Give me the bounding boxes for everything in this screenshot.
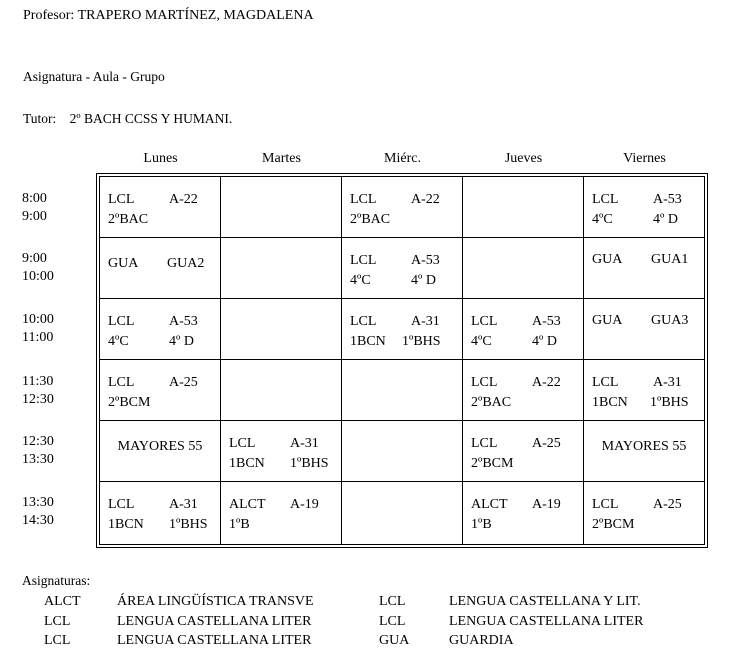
day-header-3: Jueves <box>504 151 543 166</box>
subject-code: LCL <box>471 314 498 329</box>
subject-code: MAYORES 55 <box>117 439 203 454</box>
subject-code: ALCT <box>229 497 266 512</box>
subject-code: GUA <box>592 313 623 328</box>
schedule-cell <box>221 482 342 544</box>
time-end: 11:00 <box>22 330 54 345</box>
group-code-2: 1ºBHS <box>290 456 329 471</box>
legend-name: GUARDIA <box>449 633 514 648</box>
subject-code: GUA <box>592 252 623 267</box>
day-header-1: Martes <box>262 151 301 166</box>
schedule-cell-empty <box>221 177 342 238</box>
schedule-cell <box>584 238 704 299</box>
group-code: 2ºBAC <box>471 395 512 410</box>
profesor-heading: Profesor: TRAPERO MARTÍNEZ, MAGDALENA <box>23 8 314 23</box>
group-code-2: 1ºBHS <box>402 334 441 349</box>
schedule-cell <box>100 238 221 299</box>
subject-code: LCL <box>592 192 619 207</box>
room-code: A-31 <box>290 436 319 451</box>
room-code: A-31 <box>411 314 440 329</box>
time-start: 13:30 <box>22 495 54 510</box>
time-end: 9:00 <box>22 209 47 224</box>
legend-code: GUA <box>379 633 410 648</box>
schedule-cell <box>584 360 704 421</box>
group-code: 4ºC <box>350 273 371 288</box>
legend-code: LCL <box>44 633 71 648</box>
subject-code: LCL <box>350 253 377 268</box>
legend-code: ALCT <box>44 594 81 609</box>
group-code-2: 4º D <box>532 334 557 349</box>
subject-code: GUA <box>108 256 139 271</box>
subject-code: LCL <box>108 192 135 207</box>
schedule-cell <box>100 177 221 238</box>
schedule-cell <box>584 299 704 360</box>
subject-code: LCL <box>350 314 377 329</box>
subject-code: LCL <box>108 497 135 512</box>
schedule-cell <box>584 421 704 482</box>
legend-name: LENGUA CASTELLANA LITER <box>449 614 644 629</box>
subject-code: MAYORES 55 <box>601 439 687 454</box>
schedule-cell <box>342 177 463 238</box>
subject-code: LCL <box>108 375 135 390</box>
time-slot-5 <box>22 494 54 530</box>
schedule-cell-empty <box>463 238 584 299</box>
room-code: A-25 <box>653 497 682 512</box>
time-start: 12:30 <box>22 434 54 449</box>
subject-code: LCL <box>592 375 619 390</box>
time-end: 14:30 <box>22 513 54 528</box>
room-code: A-25 <box>532 436 561 451</box>
legend-title: Asignaturas: <box>22 573 91 588</box>
room-code: A-53 <box>169 314 198 329</box>
schedule-cell-empty <box>342 421 463 482</box>
group-code: 1ºB <box>471 517 492 532</box>
schedule-cell <box>463 299 584 360</box>
time-end: 12:30 <box>22 392 54 407</box>
tutor-line <box>23 111 232 127</box>
schedule-cell-empty <box>221 238 342 299</box>
group-code: 4ºC <box>471 334 492 349</box>
room-code: A-22 <box>169 192 198 207</box>
group-code: 2ºBAC <box>350 212 391 227</box>
room-code: A-31 <box>653 375 682 390</box>
schedule-cell <box>584 177 704 238</box>
tutor-label: Tutor: <box>23 111 57 126</box>
schedule-cell <box>342 238 463 299</box>
subject-code: LCL <box>350 192 377 207</box>
legend-name: LENGUA CASTELLANA LITER <box>117 633 312 648</box>
time-slot-0 <box>22 190 47 226</box>
subject-code: LCL <box>108 314 135 329</box>
schedule-cell <box>221 421 342 482</box>
schedule-cell <box>100 421 221 482</box>
group-code: 2ºBCM <box>592 517 635 532</box>
group-code: 2ºBCM <box>471 456 514 471</box>
schedule-cell <box>463 482 584 544</box>
room-code: GUA2 <box>167 256 205 271</box>
schedule-cell-empty <box>463 177 584 238</box>
room-code: A-22 <box>532 375 561 390</box>
tutor-value: 2º BACH CCSS Y HUMANI. <box>69 111 233 126</box>
schedule-cell <box>463 360 584 421</box>
group-code-2: 1ºBHS <box>169 517 208 532</box>
room-code: A-25 <box>169 375 198 390</box>
room-code: A-19 <box>532 497 561 512</box>
subject-code: ALCT <box>471 497 508 512</box>
group-code-2: 4º D <box>169 334 194 349</box>
schedule-cell <box>584 482 704 544</box>
group-code: 2ºBCM <box>108 395 151 410</box>
room-code: A-53 <box>653 192 682 207</box>
legend-name: ÁREA LINGÜÍSTICA TRANSVE <box>117 594 314 609</box>
day-header-2: Miérc. <box>384 151 421 166</box>
time-end: 13:30 <box>22 452 54 467</box>
time-start: 11:30 <box>22 374 54 389</box>
time-start: 8:00 <box>22 191 47 206</box>
subject-code: LCL <box>592 497 619 512</box>
schedule-cell <box>100 299 221 360</box>
group-code: 1BCN <box>592 395 628 410</box>
room-code: A-22 <box>411 192 440 207</box>
schedule-cell <box>342 299 463 360</box>
time-end: 10:00 <box>22 269 54 284</box>
group-code-2: 4º D <box>653 212 678 227</box>
time-slot-4 <box>22 433 54 469</box>
subject-code: LCL <box>471 375 498 390</box>
group-code: 1ºB <box>229 517 250 532</box>
schedule-cell <box>100 360 221 421</box>
group-code-2: 4º D <box>411 273 436 288</box>
asignatura-caption: Asignatura - Aula - Grupo <box>23 69 165 84</box>
legend-code: LCL <box>44 614 71 629</box>
schedule-cell <box>463 421 584 482</box>
time-slot-3 <box>22 373 54 409</box>
schedule-cell-empty <box>342 360 463 421</box>
group-code: 1BCN <box>229 456 265 471</box>
legend-name: LENGUA CASTELLANA LITER <box>117 614 312 629</box>
room-code: GUA3 <box>651 313 689 328</box>
subject-code: LCL <box>229 436 256 451</box>
time-start: 9:00 <box>22 251 47 266</box>
time-start: 10:00 <box>22 312 54 327</box>
legend-name: LENGUA CASTELLANA Y LIT. <box>449 594 641 609</box>
group-code: 1BCN <box>350 334 386 349</box>
schedule-cell-empty <box>221 360 342 421</box>
legend-code: LCL <box>379 594 406 609</box>
room-code: A-31 <box>169 497 198 512</box>
time-slot-1 <box>22 250 54 286</box>
day-header-4: Viernes <box>623 151 666 166</box>
schedule-cell-empty <box>342 482 463 544</box>
subject-code: LCL <box>471 436 498 451</box>
schedule-cell <box>100 482 221 544</box>
time-slot-2 <box>22 311 54 347</box>
room-code: GUA1 <box>651 252 689 267</box>
day-header-0: Lunes <box>143 151 178 166</box>
group-code: 4ºC <box>108 334 129 349</box>
room-code: A-53 <box>532 314 561 329</box>
group-code: 4ºC <box>592 212 613 227</box>
room-code: A-53 <box>411 253 440 268</box>
schedule-cell-empty <box>221 299 342 360</box>
group-code: 2ºBAC <box>108 212 149 227</box>
group-code-2: 1ºBHS <box>650 395 689 410</box>
room-code: A-19 <box>290 497 319 512</box>
group-code: 1BCN <box>108 517 144 532</box>
legend-code: LCL <box>379 614 406 629</box>
